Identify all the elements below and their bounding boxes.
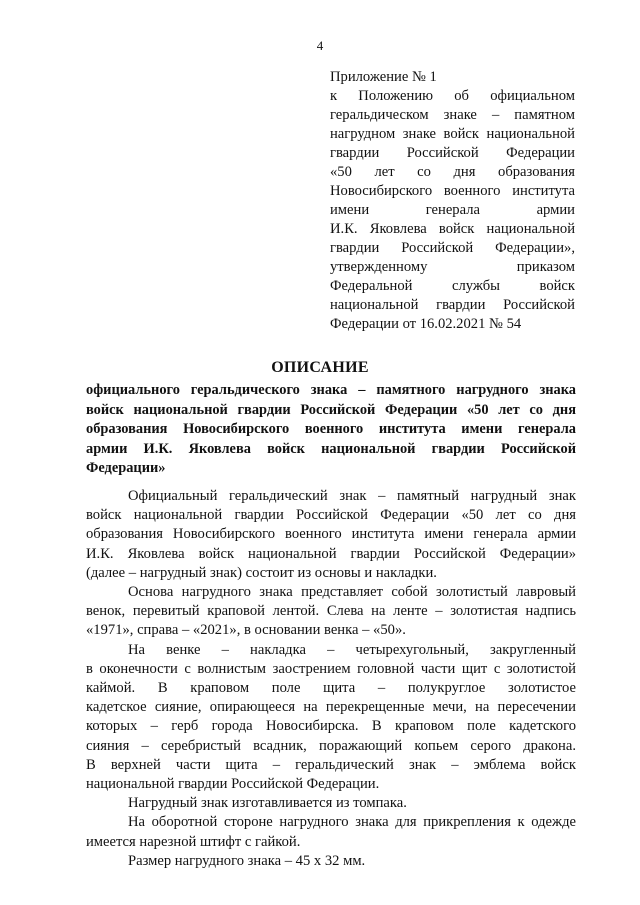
appendix-line: гвардии Российской Федерации»,: [330, 240, 575, 256]
body-line: национальной гвардии Российской Федерации.: [86, 776, 380, 793]
body-line: сияния – серебристый всадник, поражающий копьем серого дракона.: [86, 737, 576, 754]
appendix-line: Приложение № 1: [330, 69, 437, 85]
appendix-header: [330, 68, 575, 334]
body-line: И.К. Яковлева войск национальной гвардии Российской Федерации»: [86, 545, 576, 562]
body-line: имеется нарезной штифт с гайкой.: [86, 833, 301, 850]
body-line: Официальный геральдический знак – памятный нагрудный знак: [128, 488, 576, 504]
body-line: В верхней части щита – геральдический знак – эмблема войск: [86, 756, 576, 773]
appendix-line: «50 лет со дня образования: [330, 164, 575, 180]
appendix-line: гвардии Российской Федерации: [330, 145, 575, 161]
subtitle-line: официального геральдического знака – памятного нагрудного знака: [86, 382, 576, 398]
appendix-line: утвержденному приказом: [330, 259, 575, 275]
body-line: образования Новосибирского военного института имени генерала армии: [86, 526, 576, 543]
subtitle-line: образования Новосибирского военного института имени генерала: [86, 421, 576, 437]
document-subtitle: [86, 381, 576, 479]
subtitle-line: Федерации»: [86, 460, 166, 476]
appendix-line: нагрудном знаке войск национальной: [330, 126, 575, 142]
body-line: каймой. В краповом поле щита – полукруглое золотистое: [86, 680, 576, 697]
subtitle-line: армии И.К. Яковлева войск национальной гвардии Российской: [86, 440, 576, 457]
body-line: Основа нагрудного знака представляет собой золотистый лавровый: [128, 584, 576, 601]
body-line: венок, перевитый краповой лентой. Слева на ленте – золотистая надпись: [86, 603, 576, 620]
appendix-line: имени генерала армии: [330, 202, 575, 218]
body-line: «1971», справа – «2021», в основании венка – «50».: [86, 622, 406, 639]
document-title: ОПИСАНИЕ: [271, 359, 369, 376]
appendix-line: к Положению об официальном: [330, 88, 575, 104]
body-line: Нагрудный знак изготавливается из томпака.: [128, 795, 407, 812]
appendix-line: Федерации от 16.02.2021 № 54: [330, 316, 522, 332]
body-line: войск национальной гвардии Российской Федерации «50 лет со дня: [86, 507, 576, 524]
body-line: кадетское сияние, опирающееся на перекрещенные мечи, на пересечении: [86, 699, 576, 716]
appendix-line: Федеральной службы войск: [330, 278, 575, 294]
body-line: Размер нагрудного знака – 45 х 32 мм.: [128, 852, 366, 869]
body-line: На венке – накладка – четырехугольный, закругленный: [128, 641, 576, 658]
body-line: которых – герб города Новосибирска. В краповом поле кадетского: [86, 718, 576, 735]
appendix-line: И.К. Яковлева войск национальной: [330, 221, 575, 237]
appendix-line: геральдическом знаке – памятном: [330, 107, 575, 123]
appendix-line: Новосибирского военного института: [330, 183, 575, 199]
subtitle-line: войск национальной гвардии Российской Федерации «50 лет со дня: [86, 401, 576, 418]
appendix-line: национальной гвардии Российской: [330, 297, 575, 313]
body-line: На оборотной стороне нагрудного знака для прикрепления к одежде: [128, 814, 576, 831]
document-body: [86, 487, 576, 871]
body-line: (далее – нагрудный знак) состоит из основы и накладки.: [86, 564, 437, 581]
body-line: в оконечности с волнистым заострением головной части щит с золотистой: [86, 660, 576, 677]
page-number: 4: [316, 38, 324, 53]
